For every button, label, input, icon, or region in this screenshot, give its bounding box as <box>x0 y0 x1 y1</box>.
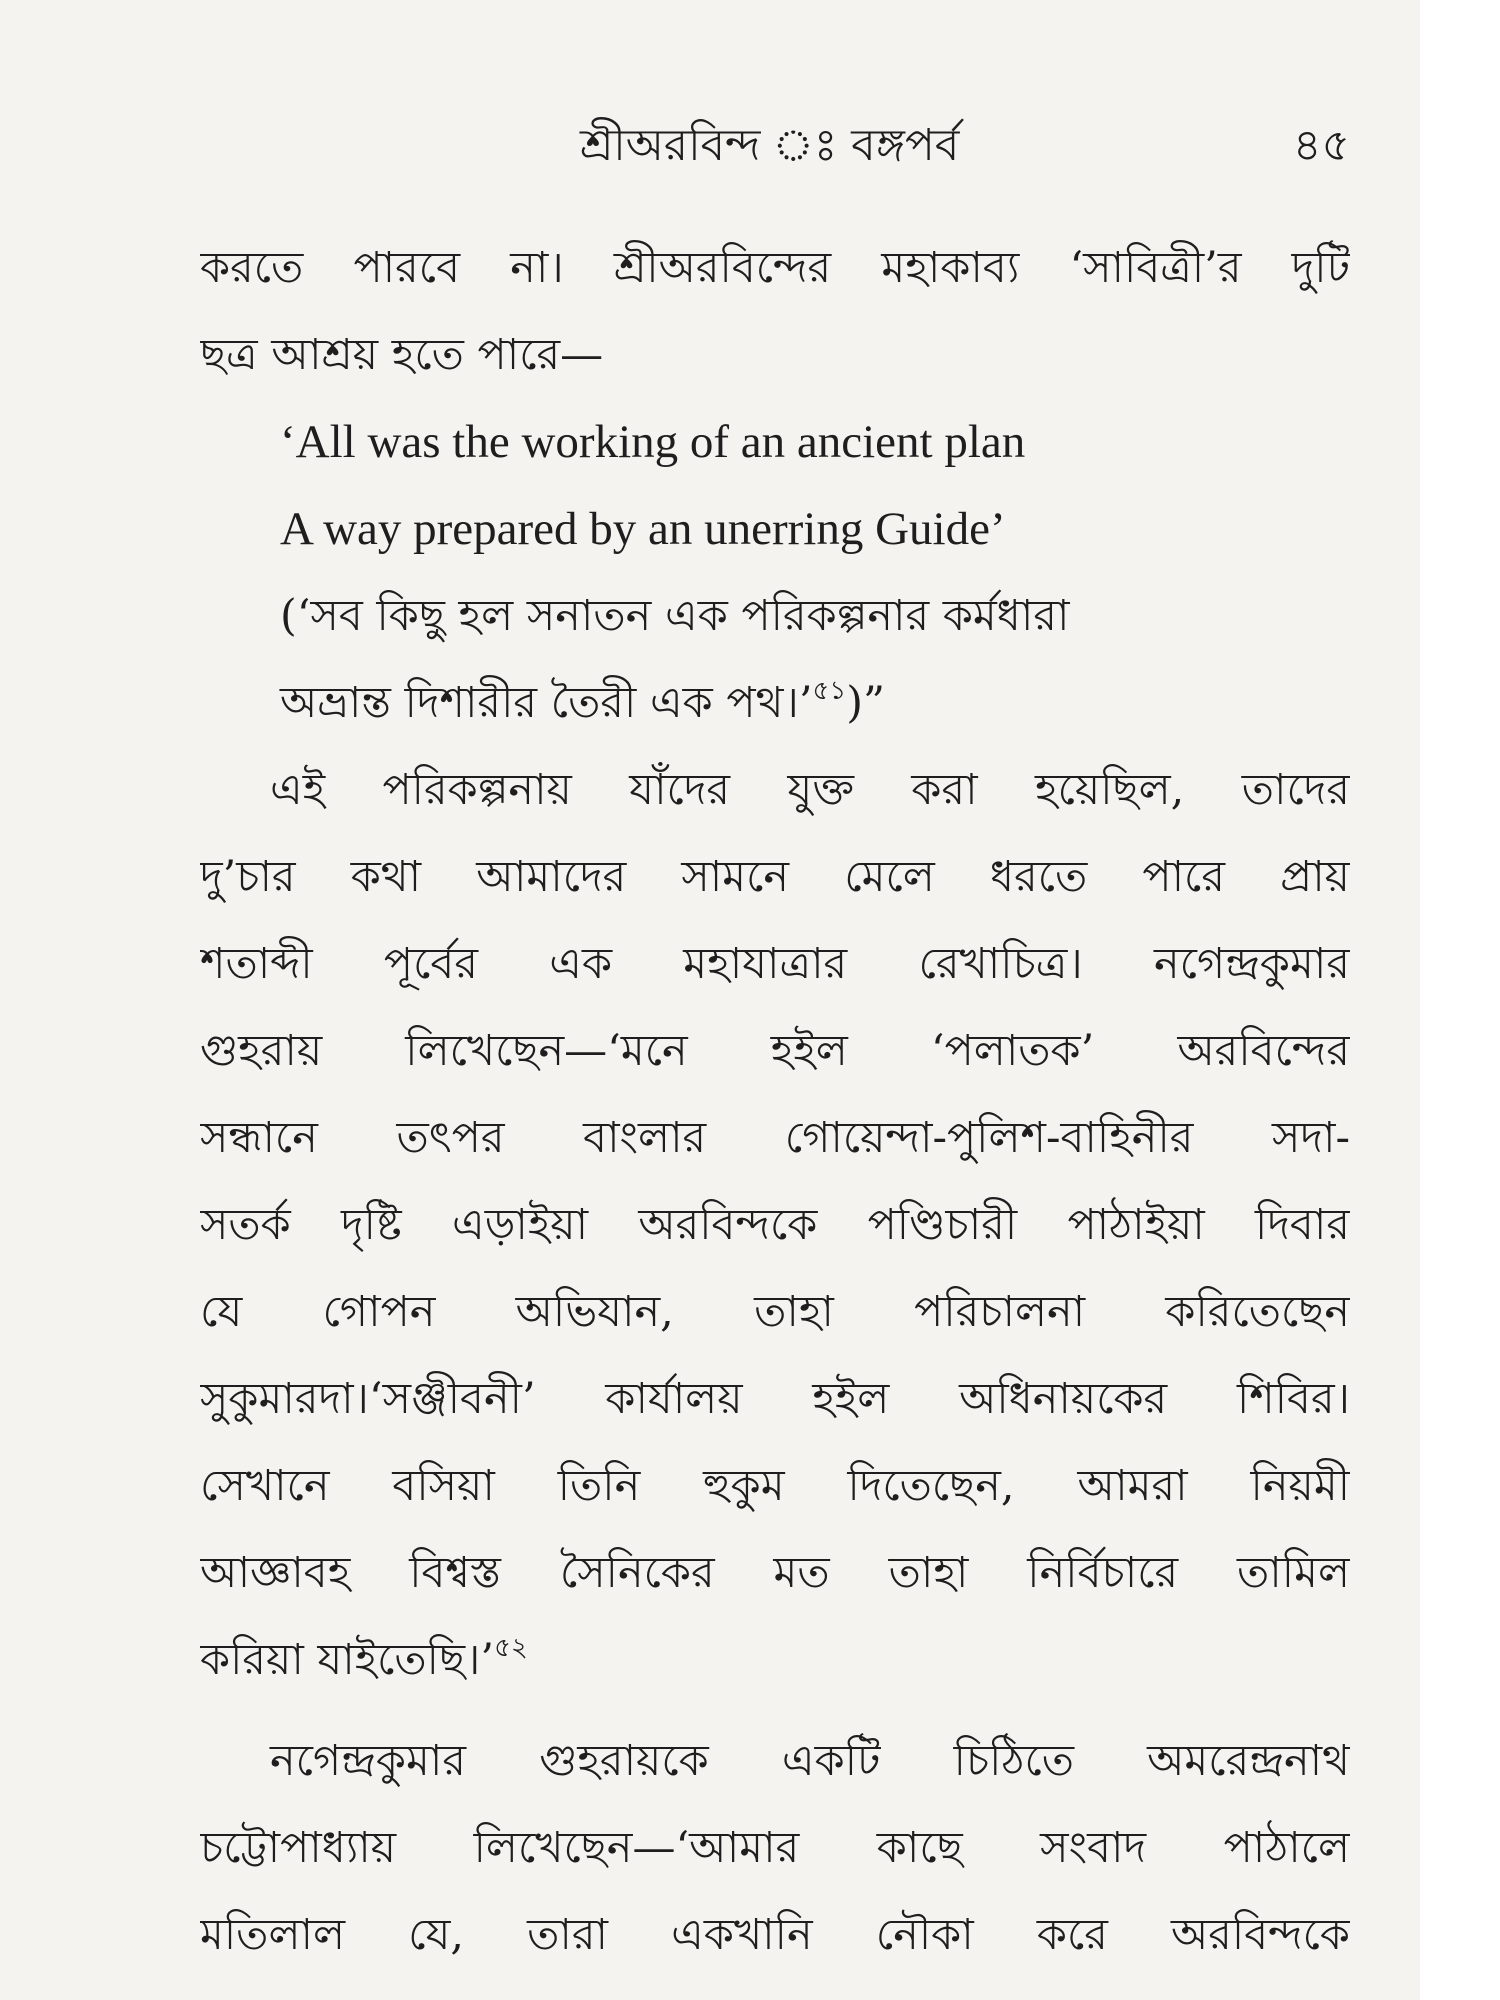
text-line: আজ্ঞাবহ বিশ্বস্ত সৈনিকের মত তাহা নির্বিচারে তামিল <box>200 1548 1350 1598</box>
page-margin <box>1420 0 1500 2000</box>
verse-line-english: A way prepared by an unerring Guide’ <box>280 503 1006 555</box>
running-title: শ্রীঅরবিন্দ ঃ বঙ্গপর্ব <box>580 120 960 171</box>
footnote-marker: ৫১ <box>812 676 847 706</box>
text-line: সুকুমারদা।‘সঞ্জীবনী’ কার্যালয় হইল অধিনায়কের শিবির। <box>200 1374 1350 1424</box>
text-line: গুহরায় লিখেছেন—‘মনে হইল ‘পলাতক’ অরবিন্দের <box>200 1026 1350 1076</box>
closing-quote: )” <box>846 678 886 728</box>
verse-line-translation: (‘সব কিছু হল সনাতন এক পরিকল্পনার কর্মধারা <box>280 591 1070 641</box>
text-line: চট্টোপাধ্যায় লিখেছেন—‘আমার কাছে সংবাদ পাঠালে <box>200 1823 1350 1873</box>
text-line: সতর্ক দৃষ্টি এড়াইয়া অরবিন্দকে পণ্ডিচারী পাঠাইয়া দিবার <box>200 1200 1350 1250</box>
paragraph-first-line: নগেন্দ্রকুমার গুহরায়কে একটি চিঠিতে অমরেন্দ্রনাথ <box>270 1736 1350 1786</box>
verse-text: অভ্রান্ত দিশারীর তৈরী এক পথ।’ <box>280 678 813 728</box>
paragraph-first-line: এই পরিকল্পনায় যাঁদের যুক্ত করা হয়েছিল, তাদের <box>270 765 1350 815</box>
footnote-marker: ৫২ <box>494 1633 528 1663</box>
text-line: সন্ধানে তৎপর বাংলার গোয়েন্দা-পুলিশ-বাহিনীর সদা- <box>200 1113 1350 1163</box>
verse-line-english: ‘All was the working of an ancient plan <box>280 416 1026 468</box>
text-line: শতাব্দী পূর্বের এক মহাযাত্রার রেখাচিত্র। নগেন্দ্রকুমার <box>200 939 1350 989</box>
text-line: ছত্র আশ্রয় হতে পারে— <box>200 330 604 380</box>
text-line: সেখানে বসিয়া তিনি হুকুম দিতেছেন, আমরা নিয়মী <box>200 1461 1350 1511</box>
text-line: যে গোপন অভিযান, তাহা পরিচালনা করিতেছেন <box>200 1287 1350 1337</box>
text-line <box>200 1617 1350 1704</box>
page-header <box>200 112 1350 182</box>
text-line: করতে পারবে না। শ্রীঅরবিন্দের মহাকাব্য ‘সাবিত্রী’র দুটি <box>200 243 1350 293</box>
verse-line-translation <box>200 660 1350 747</box>
page-number: ৪৫ <box>1292 120 1350 171</box>
text-line: মতিলাল যে, তারা একখানি নৌকা করে অরবিন্দকে <box>200 1910 1350 1960</box>
page-body <box>200 225 1350 1979</box>
text-line: দু’চার কথা আমাদের সামনে মেলে ধরতে পারে প্রায় <box>200 852 1350 902</box>
paragraph-end-text: করিয়া যাইতেছি।’ <box>200 1635 495 1685</box>
